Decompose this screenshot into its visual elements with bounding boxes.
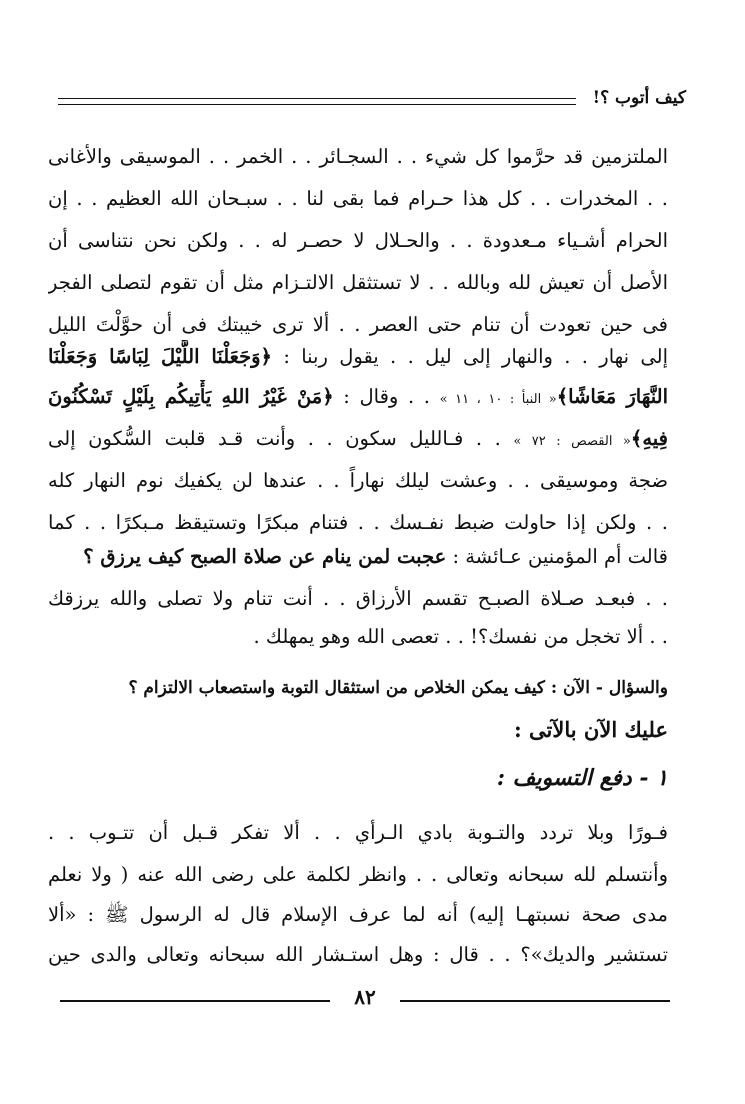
quran-verse: ﴿مَنْ غَيْرُ اللهِ يَأْتِيكُم بِلَيْلٍ تَسْكُنُونَ — [48, 385, 334, 408]
body-line-with-verse — [48, 340, 668, 374]
page-number: ٨٢ — [354, 985, 376, 1009]
quran-verse: النَّهَارَ مَعَاشًا﴾ — [556, 385, 668, 408]
instruction-line: عليك الآن بالآتى : — [513, 717, 668, 742]
footer-rule-left — [60, 1000, 330, 1002]
verse-reference: « النبأ : ١٠ ، ١١ » — [439, 392, 557, 407]
body-line: الأصل أن تعيش لله وبالله . . لا تستثقل الالتـزام مثل أن تقوم لتصلى الفجر — [48, 271, 668, 294]
body-text: . . فـالليل سكون . . وأنت قـد قلبت السُّكون إلى — [48, 427, 514, 450]
quran-verse: فِيهِ﴾ — [630, 427, 668, 450]
body-text: قالت أم المؤمنين عـائشة : — [446, 545, 668, 568]
body-line: فـورًا وبلا تردد والتـوبة بادي الـرأي . . ألا تفكر قـبل أن تتـوب . . — [48, 821, 668, 844]
body-text: إلى نهار . . والنهار إلى ليل . . يقول ربنا : — [272, 345, 668, 368]
header-title: كيف أتوب ؟! — [592, 88, 686, 108]
body-line: الحرام أشـياء مـعدودة . . والحـلال لا حصـر له . . ولكن نحن نتناسى أن — [48, 229, 668, 252]
body-line-with-verse — [48, 380, 668, 414]
running-header — [58, 88, 686, 116]
body-line: . . المخدرات . . كل هذا حـرام فما بقى لنا . . سبـحان الله العظيم . . إن — [48, 187, 668, 210]
footer-rule-right — [400, 1000, 670, 1002]
body-line: ضجة وموسيقى . . وعشت ليلك نهاراً . . عندها لن يكفيك نوم النهار كله — [48, 469, 668, 492]
body-text: . . وقال : — [333, 385, 440, 408]
body-line: . . ولكن إذا حاولت ضبط نفـسك . . فتنام مبكرًا وتستيقظ مـبكرًا . . كما — [48, 511, 668, 534]
body-line-with-verse — [48, 422, 668, 456]
body-line: . . فبعـد صـلاة الصبـح تقسم الأرزاق . . أنت تنام ولا تصلى والله يرزقك — [48, 587, 668, 610]
verse-reference: « القصص : ٧٢ » — [513, 434, 631, 449]
body-line: الملتزمين قد حرَّموا كل شيء . . السجـائر . . الخمر . . الموسيقى والأغانى — [48, 145, 668, 168]
body-line: تستشير والديك»؟ . . قال : وهل استـشار الله سبحانه وتعالى والدى حين — [48, 943, 668, 966]
quote-text: عجبت لمن ينام عن صلاة الصبح كيف يرزق ؟ — [83, 545, 447, 568]
body-line: وأنتسلم لله سبحانه وتعالى . . وانظر لكلمة على رضى الله عنه ( ولا نعلم — [48, 863, 668, 886]
body-line: مدى صحة نسبتهـا إليه) أنه لما عرف الإسلام قال له الرسول ﷺ : «ألا — [48, 903, 668, 926]
section-number: ١ - — [639, 765, 668, 791]
quran-verse: ﴿وَجَعَلْنَا اللَّيْلَ لِبَاسًا وَجَعَلْنَا — [48, 345, 272, 368]
body-line-with-quote — [48, 540, 668, 574]
question-line: والسؤال - الآن : كيف يمكن الخلاص من استثقال التوبة واستصعاب الالتزام ؟ — [128, 678, 668, 698]
section-title: دفع التسويف : — [496, 765, 632, 791]
header-double-rule — [58, 98, 576, 105]
body-line: فى حين تعودت أن تنام حتى العصر . . ألا ترى خيبتك فى أن حوَّلْتَ الليل — [48, 313, 668, 336]
body-line: . . ألا تخجل من نفسك؟! . . تعصى الله وهو يمهلك . — [253, 625, 668, 648]
section-heading — [48, 760, 668, 796]
